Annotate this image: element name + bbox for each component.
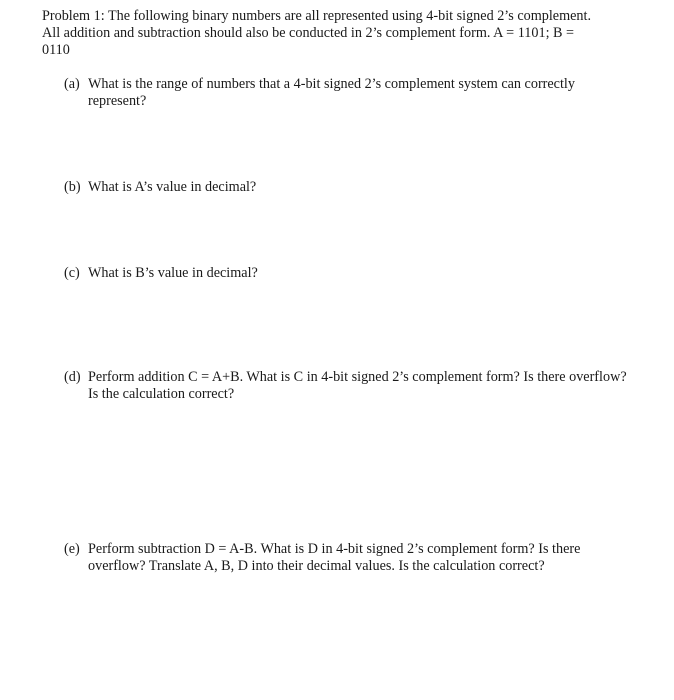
question-part-b [64,179,628,196]
question-label: (d) [64,369,81,385]
question-text: What is B’s value in decimal? [88,265,258,281]
question-label: (e) [64,541,80,557]
question-text: Perform addition C = A+B. What is C in 4-bit signed 2’s complement form? Is there overflow? Is the calculation correct? [88,369,627,402]
question-part-e [64,541,628,575]
question-label: (b) [64,179,81,195]
question-text: What is the range of numbers that a 4-bit signed 2’s complement system can correctly represent? [88,76,575,109]
question-label: (a) [64,76,80,92]
question-part-c [64,265,628,282]
question-label: (c) [64,265,80,281]
problem-statement: Problem 1: The following binary numbers are all represented using 4-bit signed 2’s complement. All addition and subtraction should also be conducted in 2’s complement form. A = 1101; B = 0110 [42,8,591,58]
question-text: What is A’s value in decimal? [88,179,257,195]
question-part-a [64,76,628,110]
question-part-d [64,369,628,403]
question-text: Perform subtraction D = A-B. What is D in 4-bit signed 2’s complement form? Is there overflow? Translate A, B, D into their decimal values. Is the calculation correct? [88,541,581,574]
